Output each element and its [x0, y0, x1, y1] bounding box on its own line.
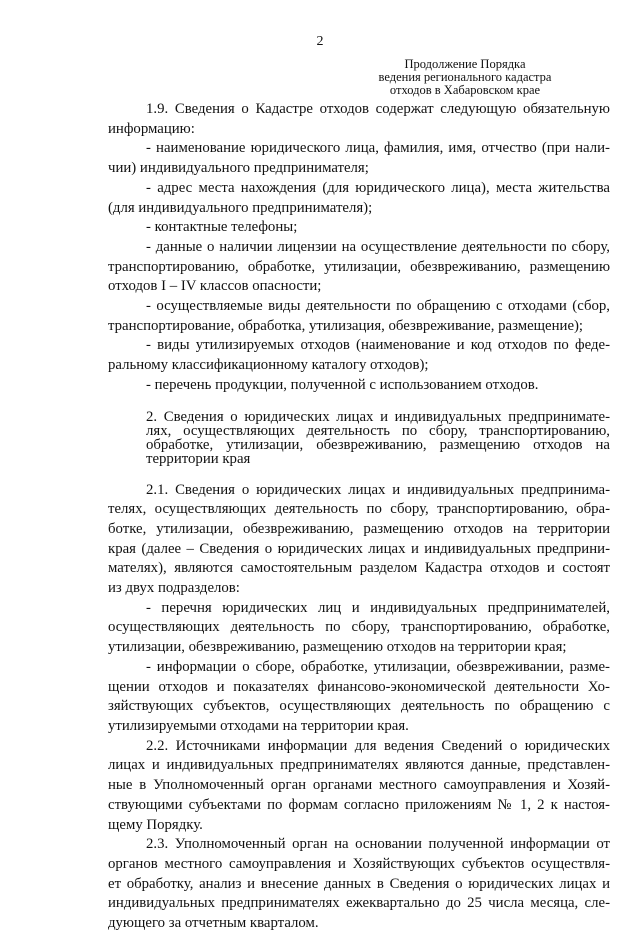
list-item: [108, 336, 610, 375]
document-body: [108, 100, 610, 934]
text-line: ет обработку, анализ и внесение данных в Сведения о юридических лицах и: [108, 875, 610, 892]
text-line: 2.2. Источниками информации для ведения Сведений о юридических: [146, 737, 610, 754]
text-line: - наименование юридического лица, фамилия, имя, отчество (при нали-: [146, 140, 610, 157]
list-item: [108, 179, 610, 218]
heading-line: 2. Сведения о юридических лицах и индивидуальных предпринимате-: [146, 408, 610, 425]
text-line: отходов I – IV классов опасности;: [108, 278, 322, 295]
text-line: дующего за отчетным кварталом.: [108, 915, 319, 932]
list-item: [108, 297, 610, 336]
text-line: 1.9. Сведения о Кадастре отходов содержат следующую обязательную: [146, 101, 610, 117]
text-line: щему Порядку.: [108, 816, 203, 833]
text-line: из двух подразделов:: [108, 580, 240, 597]
text-line: (для индивидуального предпринимателя);: [108, 199, 373, 216]
text-line: ные в Уполномоченный орган органами местного самоуправления и Хозяй-: [108, 777, 610, 794]
text-line: края (далее – Сведения о юридических лицах и индивидуальных предприни-: [108, 540, 610, 557]
text-line: транспортирование, обработка, утилизация, обезвреживание, размещение);: [108, 317, 584, 334]
list-item: [108, 376, 610, 396]
text-line: - адрес места нахождения (для юридического лица), места жительства: [146, 179, 610, 196]
text-line: осуществляющих деятельность по сбору, транспортированию, обработке,: [108, 619, 610, 636]
text-line: 2.3. Уполномоченный орган на основании полученной информации от: [146, 836, 610, 853]
text-line: чии) индивидуального предпринимателя;: [108, 160, 369, 177]
list-item: [108, 218, 610, 238]
text-line: ральному классификационному каталогу отходов);: [108, 357, 429, 374]
text-line: - осуществляемые виды деятельности по обращению с отходами (сбор,: [146, 298, 610, 315]
text-line: - виды утилизируемых отходов (наименование и код отходов по феде-: [146, 337, 610, 354]
paragraph-1-9: [108, 100, 610, 139]
heading-line: территории края: [146, 450, 251, 467]
list-item: [108, 599, 610, 658]
text-line: утилизации, обезвреживанию, размещению отходов на территории края;: [108, 639, 567, 656]
page-number: 2: [316, 34, 324, 49]
text-line: индивидуальных предпринимателях ежеквартально до 25 числа месяца, сле-: [108, 895, 610, 912]
header-line: Продолжение Порядка: [404, 57, 526, 71]
list-item: [108, 238, 610, 297]
header-note: [350, 58, 580, 97]
text-line: - перечня юридических лиц и индивидуальных предпринимателей,: [146, 599, 610, 616]
text-line: телях, осуществляющих деятельность по сбору, транспортированию, обра-: [108, 501, 610, 518]
paragraph-2-3: [108, 835, 610, 934]
text-line: - информации о сборе, обработке, утилизации, обезвреживании, разме-: [146, 658, 610, 675]
paragraph-2-1: [108, 481, 610, 599]
paragraph-2-2: [108, 737, 610, 836]
text-line: транспортированию, обработке, утилизации, обезвреживанию, размещению: [108, 258, 610, 275]
text-line: 2.1. Сведения о юридических лицах и индивидуальных предпринима-: [146, 481, 610, 498]
list-item: [108, 139, 610, 178]
text-line: - перечень продукции, полученной с использованием отходов.: [146, 376, 539, 393]
text-line: лицах и индивидуальных предпринимателях являются данные, представлен-: [108, 757, 610, 774]
text-line: зяйствующих субъектов, осуществляющих деятельность по обращению с: [108, 698, 610, 715]
header-line: ведения регионального кадастра: [378, 70, 552, 84]
list-item: [108, 658, 610, 737]
text-line: ботке, утилизации, обезвреживанию, размещению отходов на территории: [108, 520, 610, 537]
text-line: - контактные телефоны;: [146, 219, 298, 236]
text-line: органов местного самоуправления и Хозяйствующих субъектов осуществля-: [108, 855, 610, 872]
text-line: - данные о наличии лицензии на осуществление деятельности по сбору,: [146, 238, 610, 255]
text-line: утилизируемыми отходами на территории края.: [108, 717, 409, 734]
heading-line: обработке, утилизации, обезвреживанию, размещению отходов на: [146, 436, 610, 453]
text-line: информацию:: [108, 120, 195, 137]
heading-line: лях, осуществляющих деятельность по сбору, транспортированию,: [146, 422, 610, 439]
text-line: мателях), являются самостоятельным разделом Кадастра отходов и состоят: [108, 560, 610, 577]
text-line: щении отходов и показателях финансово-экономической деятельности Хо-: [108, 678, 610, 695]
section-heading: [108, 410, 610, 466]
text-line: ствующими субъектами по формам согласно приложениям № 1, 2 к настоя-: [108, 796, 610, 813]
header-line: отходов в Хабаровском крае: [389, 83, 541, 97]
